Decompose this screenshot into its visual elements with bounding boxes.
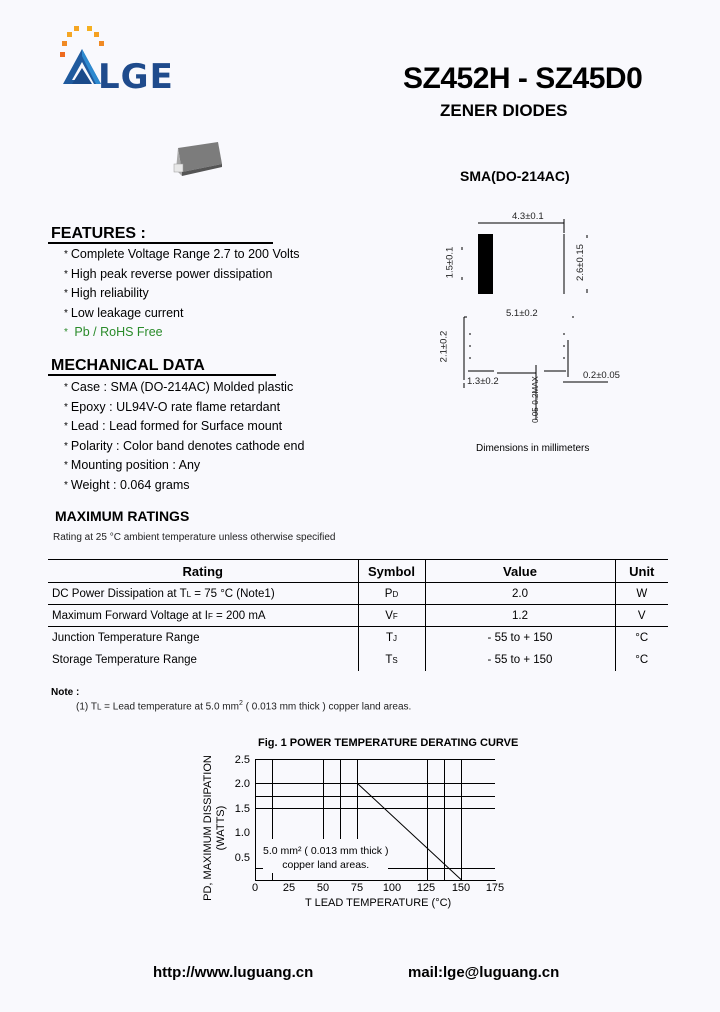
logo bbox=[58, 24, 238, 97]
features-list bbox=[64, 245, 300, 343]
note-heading: Note : bbox=[51, 687, 80, 698]
feature-item: * High peak reverse power dissipation bbox=[64, 266, 273, 281]
ytick: 2.5 bbox=[234, 754, 250, 766]
symbol-cell: TS bbox=[358, 649, 425, 671]
rating-cell: Storage Temperature Range bbox=[52, 653, 197, 666]
logo-text: LGE bbox=[98, 57, 174, 97]
mechanical-item: * Lead : Lead formed for Surface mount bbox=[64, 419, 283, 434]
dim-body-height: 2.6±0.15 bbox=[574, 244, 586, 281]
features-heading: FEATURES : bbox=[51, 225, 146, 242]
ytick: 1.0 bbox=[234, 827, 250, 839]
col-value: Value bbox=[425, 560, 615, 583]
mechanical-rule bbox=[48, 374, 276, 376]
symbol-cell: TJ bbox=[358, 627, 425, 649]
ytick: 0.5 bbox=[234, 852, 250, 864]
col-unit: Unit bbox=[615, 560, 668, 583]
rating-cell: Junction Temperature Range bbox=[52, 631, 200, 644]
mechanical-item: * Epoxy : UL94V-O rate flame retardant bbox=[64, 399, 281, 414]
table-row bbox=[48, 605, 668, 627]
dim-lead-length: 1.3±0.2 bbox=[467, 376, 499, 387]
package-title: SMA(DO-214AC) bbox=[460, 168, 570, 184]
table-row bbox=[48, 583, 668, 605]
note-text: (1) TL = Lead temperature at 5.0 $mm^2$ ( 0.013 mm thick ) copper land areas. bbox=[76, 700, 412, 713]
xtick: 150 bbox=[451, 882, 471, 894]
chart-xlabel: T LEAD TEMPERATURE (°C) bbox=[305, 897, 452, 909]
mechanical-list bbox=[64, 378, 304, 496]
xtick: 100 bbox=[382, 882, 402, 894]
xtick: 50 bbox=[316, 882, 330, 894]
feature-item: * Low leakage current bbox=[64, 305, 184, 320]
ytick: 2.0 bbox=[234, 778, 250, 790]
table-row bbox=[48, 627, 668, 649]
ratings-table bbox=[48, 559, 668, 671]
feature-item: * Complete Voltage Range 2.7 to 200 Volts bbox=[64, 247, 300, 261]
ratings-heading: MAXIMUM RATINGS bbox=[55, 508, 190, 524]
value-cell: 2.0 bbox=[425, 583, 615, 605]
dim-overall-length: 5.1±0.2 bbox=[506, 308, 538, 319]
mechanical-item: * Polarity : Color band denotes cathode end bbox=[64, 438, 305, 453]
symbol-cell: VF bbox=[358, 605, 425, 627]
dim-side-height: 2.1±0.2 bbox=[438, 330, 450, 363]
value-cell: - 55 to + 150 bbox=[425, 627, 615, 649]
value-cell: 1.2 bbox=[425, 605, 615, 627]
table-header-row bbox=[48, 560, 668, 583]
value-cell: - 55 to + 150 bbox=[425, 649, 615, 671]
col-symbol: Symbol bbox=[358, 560, 425, 583]
dim-lead-thickness: 0.2±0.05 bbox=[583, 370, 620, 381]
unit-cell: V bbox=[615, 605, 668, 627]
feature-item-rohs: * Pb / RoHS Free bbox=[64, 325, 163, 340]
xtick: 25 bbox=[282, 882, 296, 894]
unit-cell: °C bbox=[615, 649, 668, 671]
xtick: 175 bbox=[485, 882, 505, 894]
mechanical-item: * Case : SMA (DO-214AC) Molded plastic bbox=[64, 380, 294, 394]
rating-cell: DC Power Dissipation at TL = 75 °C (Note1) bbox=[48, 583, 358, 605]
page-title: SZ452H - SZ45D0 bbox=[403, 62, 643, 95]
xtick: 75 bbox=[350, 882, 364, 894]
xtick: 125 bbox=[416, 882, 436, 894]
dimension-drawing bbox=[438, 205, 620, 423]
page-subtitle: ZENER DIODES bbox=[440, 101, 568, 120]
ratings-condition: Rating at 25 °C ambient temperature unless otherwise specified bbox=[53, 532, 336, 543]
features-rule bbox=[48, 242, 273, 244]
rating-cell: Maximum Forward Voltage at IF = 200 mA bbox=[48, 605, 358, 627]
xtick: 0 bbox=[251, 882, 259, 894]
unit-cell: W bbox=[615, 583, 668, 605]
dimensions-caption: Dimensions in millimeters bbox=[476, 443, 590, 454]
ytick: 1.5 bbox=[234, 803, 250, 815]
feature-item: * High reliability bbox=[64, 286, 149, 301]
col-rating: Rating bbox=[48, 560, 358, 583]
email-link[interactable]: mail:lge@luguang.cn bbox=[408, 964, 560, 981]
unit-cell: °C bbox=[615, 627, 668, 649]
mechanical-item: * Weight : 0.064 grams bbox=[64, 477, 190, 492]
symbol-cell: PD bbox=[358, 583, 425, 605]
package-photo bbox=[172, 138, 224, 178]
chart-title: Fig. 1 POWER TEMPERATURE DERATING CURVE bbox=[258, 737, 519, 749]
chart-ylabel: PD, MAXIMUM DISSIPATION (WATTS) bbox=[202, 755, 227, 901]
dim-band-height: 1.5±0.1 bbox=[444, 246, 456, 279]
dim-top-width: 4.3±0.1 bbox=[512, 211, 544, 222]
mechanical-heading: MECHANICAL DATA bbox=[51, 357, 205, 374]
dim-standoff: 0.05-0.2MAX bbox=[530, 376, 540, 423]
chart-annotation: 5.0 mm² ( 0.013 mm thick ) copper land areas. bbox=[263, 845, 389, 871]
table-row bbox=[48, 649, 668, 671]
website-link[interactable]: http://www.luguang.cn bbox=[153, 964, 314, 981]
mechanical-item: * Mounting position : Any bbox=[64, 458, 201, 473]
